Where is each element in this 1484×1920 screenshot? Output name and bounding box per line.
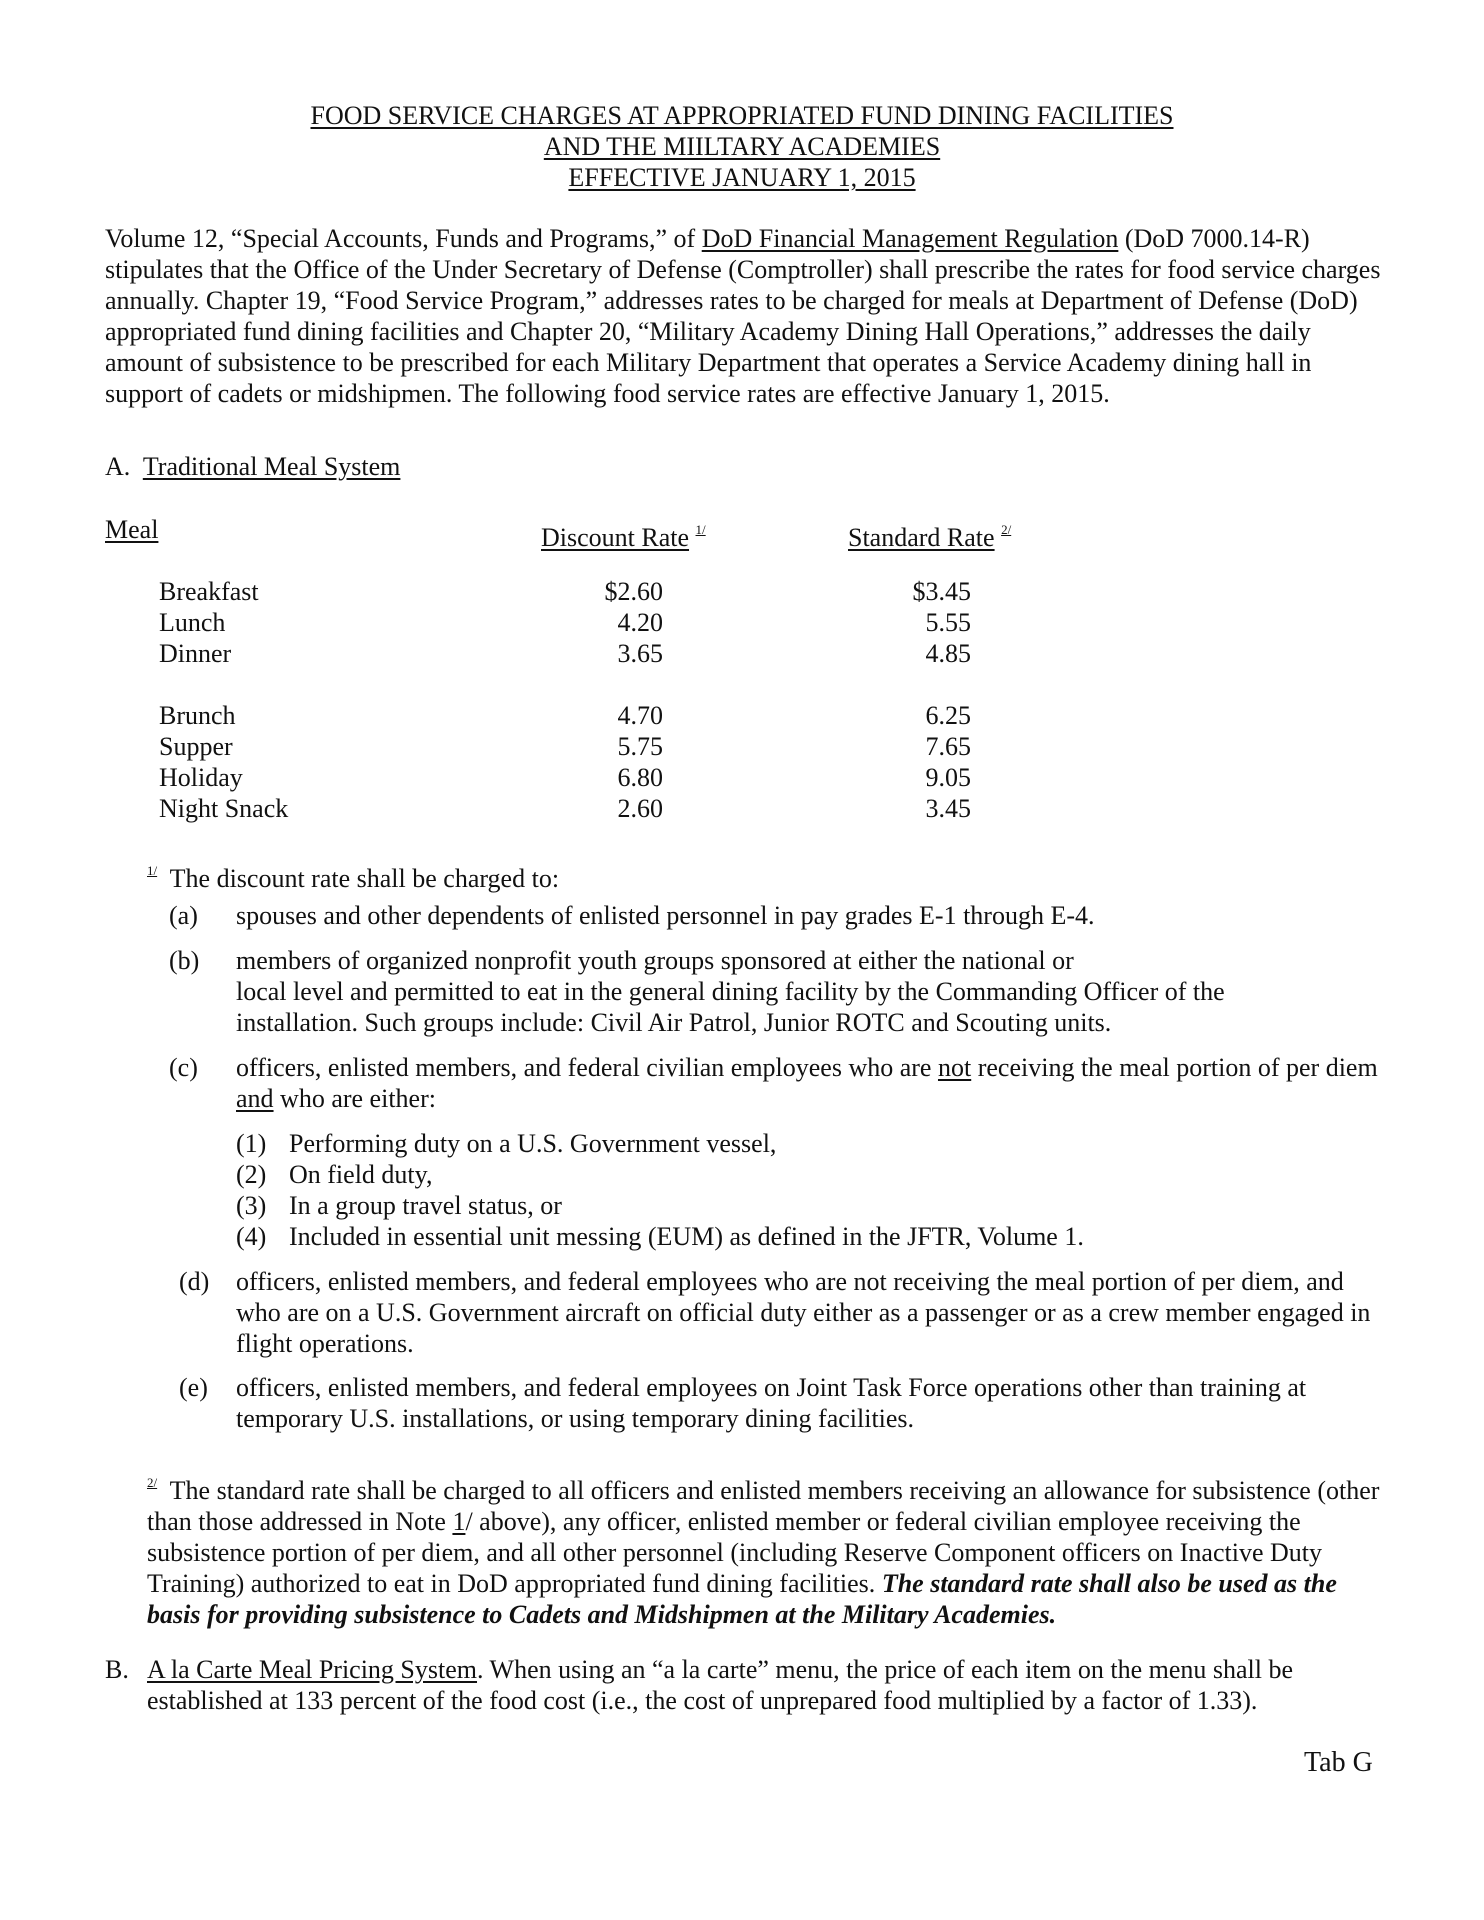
section-a-heading bbox=[105, 451, 400, 482]
item-c-text-2: receiving the meal portion of per diem bbox=[971, 1053, 1378, 1082]
standard-rate: 4.85 bbox=[925, 639, 971, 668]
section-b-paragraph bbox=[147, 1654, 1382, 1716]
section-b-text: . When using an “a la carte” menu, the price of each item on the menu shall be established at 133 percent of the food cost (i.e., the cost of unprepared food multiplied by a factor of 1.33). bbox=[147, 1655, 1294, 1715]
note-item-a: spouses and other dependents of enlisted personnel in pay grades E-1 through E-4. bbox=[236, 901, 1095, 930]
document-title bbox=[0, 100, 1484, 193]
item-c-text-3: who are either: bbox=[273, 1084, 436, 1113]
discount-rate: 6.80 bbox=[617, 763, 663, 792]
note-2-text-2: / above), any officer, enlisted member or federal civilian employee receiving the subsistence portion of per diem, and all other personnel (including Reserve Component officers on Inactive Duty Training) authorized to eat in DoD appropriated fund dining facilities. bbox=[147, 1507, 1322, 1598]
sub-item-label: (3) bbox=[236, 1191, 267, 1220]
item-label: (d) bbox=[179, 1267, 210, 1296]
note-item-d: officers, enlisted members, and federal employees who are not receiving the meal portion of per diem, and who are on a U.S. Government aircraft on official duty either as a passenger or as a crew member engaged in flight operations. bbox=[236, 1267, 1371, 1358]
standard-rate: 7.65 bbox=[925, 732, 971, 761]
sub-item-text: Performing duty on a U.S. Government vessel, bbox=[289, 1129, 777, 1158]
meal-name: Dinner bbox=[159, 639, 232, 668]
col-header-standard-label: Standard Rate bbox=[848, 523, 995, 552]
intro-text-1: Volume 12, “Special Accounts, Funds and Programs,” of bbox=[105, 224, 702, 253]
meal-name: Lunch bbox=[159, 608, 226, 637]
discount-rate: 4.20 bbox=[617, 608, 663, 637]
note-2-text-1: The standard rate shall be charged to all officers and enlisted members receiving an allowance for subsistence (other than those addressed in Note bbox=[147, 1476, 1380, 1536]
discount-rate: 4.70 bbox=[617, 701, 663, 730]
item-label: (a) bbox=[169, 901, 198, 930]
note-1-marker: 1/ bbox=[147, 863, 158, 878]
note-item-b-line-1: members of organized nonprofit youth groups sponsored at either the national or bbox=[236, 946, 1074, 975]
meal-name: Holiday bbox=[159, 763, 243, 792]
sub-item-label: (2) bbox=[236, 1160, 267, 1189]
regulation-reference: DoD Financial Management Regulation bbox=[701, 224, 1119, 253]
standard-rate: $3.45 bbox=[912, 577, 971, 606]
sub-item-text: Included in essential unit messing (EUM) as defined in the JFTR, Volume 1. bbox=[289, 1222, 1084, 1251]
title-line-3: EFFECTIVE JANUARY 1, 2015 bbox=[568, 163, 916, 192]
footnote-ref-2: 2/ bbox=[1001, 522, 1012, 537]
section-a-letter: A. bbox=[105, 452, 131, 481]
title-line-2: AND THE MIILTARY ACADEMIES bbox=[543, 132, 941, 161]
note-2-reference: 1 bbox=[452, 1507, 466, 1536]
meal-name: Night Snack bbox=[159, 794, 289, 823]
discount-rate: $2.60 bbox=[604, 577, 663, 606]
sub-item-label: (4) bbox=[236, 1222, 267, 1251]
col-header-discount-label: Discount Rate bbox=[541, 523, 690, 552]
standard-rate: 9.05 bbox=[925, 763, 971, 792]
section-a-title: Traditional Meal System bbox=[142, 452, 401, 481]
sub-item-text: On field duty, bbox=[289, 1160, 433, 1189]
item-c-text-1: officers, enlisted members, and federal civilian employees who are bbox=[236, 1053, 938, 1082]
item-label: (b) bbox=[169, 946, 200, 975]
item-label: (e) bbox=[179, 1373, 208, 1402]
note-item-b-line-3: installation. Such groups include: Civil Air Patrol, Junior ROTC and Scouting units. bbox=[236, 1008, 1112, 1037]
note-2-marker: 2/ bbox=[147, 1475, 158, 1490]
sub-item-text: In a group travel status, or bbox=[289, 1191, 562, 1220]
note-2-emphasis: The standard rate shall also be used as the basis for providing subsistence to Cadets and Midshipmen at the Military Academies. bbox=[147, 1569, 1337, 1629]
footnote-ref-1: 1/ bbox=[695, 522, 706, 537]
col-header-meal: Meal bbox=[105, 515, 159, 544]
discount-rate: 5.75 bbox=[617, 732, 663, 761]
note-1-intro-text: The discount rate shall be charged to: bbox=[169, 864, 560, 893]
col-header-discount bbox=[541, 514, 706, 553]
note-1-intro bbox=[147, 855, 559, 894]
note-2-paragraph bbox=[147, 1467, 1382, 1630]
discount-rate: 3.65 bbox=[617, 639, 663, 668]
meal-name: Supper bbox=[159, 732, 233, 761]
item-c-emphasis-not: not bbox=[937, 1053, 972, 1082]
col-header-standard bbox=[848, 514, 1011, 553]
note-item-c bbox=[236, 1052, 1386, 1114]
standard-rate: 5.55 bbox=[925, 608, 971, 637]
standard-rate: 3.45 bbox=[925, 794, 971, 823]
section-b-letter: B. bbox=[105, 1655, 129, 1684]
discount-rate: 2.60 bbox=[617, 794, 663, 823]
tab-label: Tab G bbox=[1304, 1747, 1373, 1778]
meal-name: Breakfast bbox=[159, 577, 259, 606]
section-b-title: A la Carte Meal Pricing System bbox=[147, 1655, 478, 1684]
title-line-1: FOOD SERVICE CHARGES AT APPROPRIATED FUND DINING FACILITIES bbox=[310, 101, 1174, 130]
note-item-b-line-2: local level and permitted to eat in the general dining facility by the Commanding Officer of the bbox=[236, 977, 1225, 1006]
intro-paragraph bbox=[105, 223, 1395, 409]
standard-rate: 6.25 bbox=[925, 701, 971, 730]
note-item-e: officers, enlisted members, and federal employees on Joint Task Force operations other than training at temporary U.S. installations, or using temporary dining facilities. bbox=[236, 1373, 1307, 1433]
meal-name: Brunch bbox=[159, 701, 236, 730]
item-label: (c) bbox=[169, 1053, 198, 1082]
item-c-emphasis-and: and bbox=[236, 1084, 274, 1113]
sub-item-label: (1) bbox=[236, 1129, 267, 1158]
intro-text-2: (DoD 7000.14-R) stipulates that the Office of the Under Secretary of Defense (Comptroller) shall prescribe the rates for food service charges annually. Chapter 19, “Food Service Program,” addresses rates to be charged for meals at Department of Defense (DoD) appropriated fund dining facilities and Chapter 20, “Military Academy Dining Hall Operations,” addresses the daily amount of subsistence to be prescribed for each Military Department that operates a Service Academy dining hall in support of cadets or midshipmen. The following food service rates are effective January 1, 2015. bbox=[105, 224, 1381, 408]
